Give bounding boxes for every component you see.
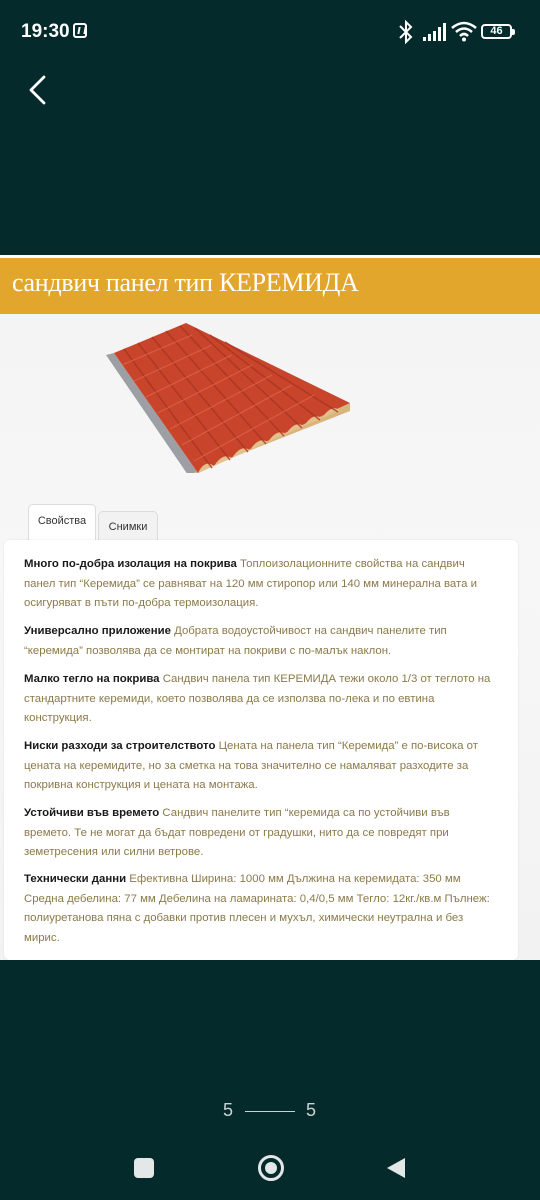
tab-properties[interactable]: Свойства bbox=[28, 504, 96, 541]
product-card bbox=[0, 255, 540, 960]
paragraph-text: Топлоизолационните свойства на сандвич панел тип “Керемида” се равняват на 120 мм стиропор или 140 мм минерална вата и осигуряват в пъти по-добра термоизолация. bbox=[24, 558, 477, 610]
paragraph-title: Устойчиви във времето bbox=[24, 807, 160, 819]
paragraph-text: Ефективна Ширина: 1000 мм Дължина на керемидата: 350 мм Средна дебелина: 77 мм Дебелина на ламарината: 0,4/0,5 мм Тегло: 12кг./кв.м Пълнеж: полиуретанова пяна с добавки против плесен и мухъл, химически неутрална и без мирис. bbox=[24, 873, 490, 944]
bluetooth-icon bbox=[396, 19, 416, 45]
roof-panel-image bbox=[100, 323, 360, 473]
title-banner bbox=[0, 258, 540, 314]
nav-back-button[interactable] bbox=[386, 1157, 406, 1179]
pager-current: 5 bbox=[223, 1100, 234, 1120]
pager-divider bbox=[245, 1111, 295, 1112]
paragraph-text: Добрата водоустойчивост на сандвич панелите тип “керемида” позволява да се монтират на покриви с по-малък наклон. bbox=[24, 625, 447, 657]
paragraph-text: Сандвич панела тип КЕРЕМИДА тежи около 1/3 от теглото на стандартните керемиди, което позволява да се използва по-лека и по евтина конструкция. bbox=[24, 673, 491, 725]
paragraph-insulation bbox=[24, 555, 496, 614]
image-pager bbox=[0, 1100, 540, 1124]
status-bar bbox=[0, 0, 540, 64]
properties-panel bbox=[4, 540, 518, 960]
wifi-icon bbox=[450, 20, 478, 42]
tab-photos[interactable]: Снимки bbox=[98, 511, 158, 542]
paragraph-universal bbox=[24, 622, 496, 661]
pager-total: 5 bbox=[306, 1100, 317, 1120]
paragraph-tech-data bbox=[24, 870, 496, 948]
paragraph-title: Много по-добра изолация на покрива bbox=[24, 558, 237, 570]
paragraph-title: Малко тегло на покрива bbox=[24, 673, 160, 685]
paragraph-title: Технически данни bbox=[24, 873, 127, 885]
paragraph-weight bbox=[24, 670, 496, 729]
home-button[interactable] bbox=[257, 1154, 285, 1182]
paragraph-text: Цената на панела тип “Керемида” е по-висока от цената на керемидите, но за сметка на това значително се намаляват разходите за покривна конструкция и цената на монтажа. bbox=[24, 740, 478, 792]
signal-icon bbox=[422, 23, 446, 41]
paragraph-title: Универсално приложение bbox=[24, 625, 171, 637]
battery-icon: 46 bbox=[481, 24, 512, 39]
paragraph-title: Ниски разходи за строителството bbox=[24, 740, 216, 752]
paragraph-costs bbox=[24, 737, 496, 796]
status-time: 19:30 bbox=[21, 21, 70, 42]
paragraph-durability bbox=[24, 804, 496, 863]
nfc-icon bbox=[73, 23, 87, 38]
recent-apps-button[interactable] bbox=[134, 1158, 154, 1178]
paragraph-text: Сандвич панелите тип “керемида са по устойчиви във времето. Те не могат да бъдат повредени от градушки, нито да се повредят при земетресения или силни ветрове. bbox=[24, 807, 450, 859]
banner-title: сандвич панел тип КЕРЕМИДА bbox=[12, 268, 359, 297]
back-button[interactable] bbox=[24, 72, 58, 108]
